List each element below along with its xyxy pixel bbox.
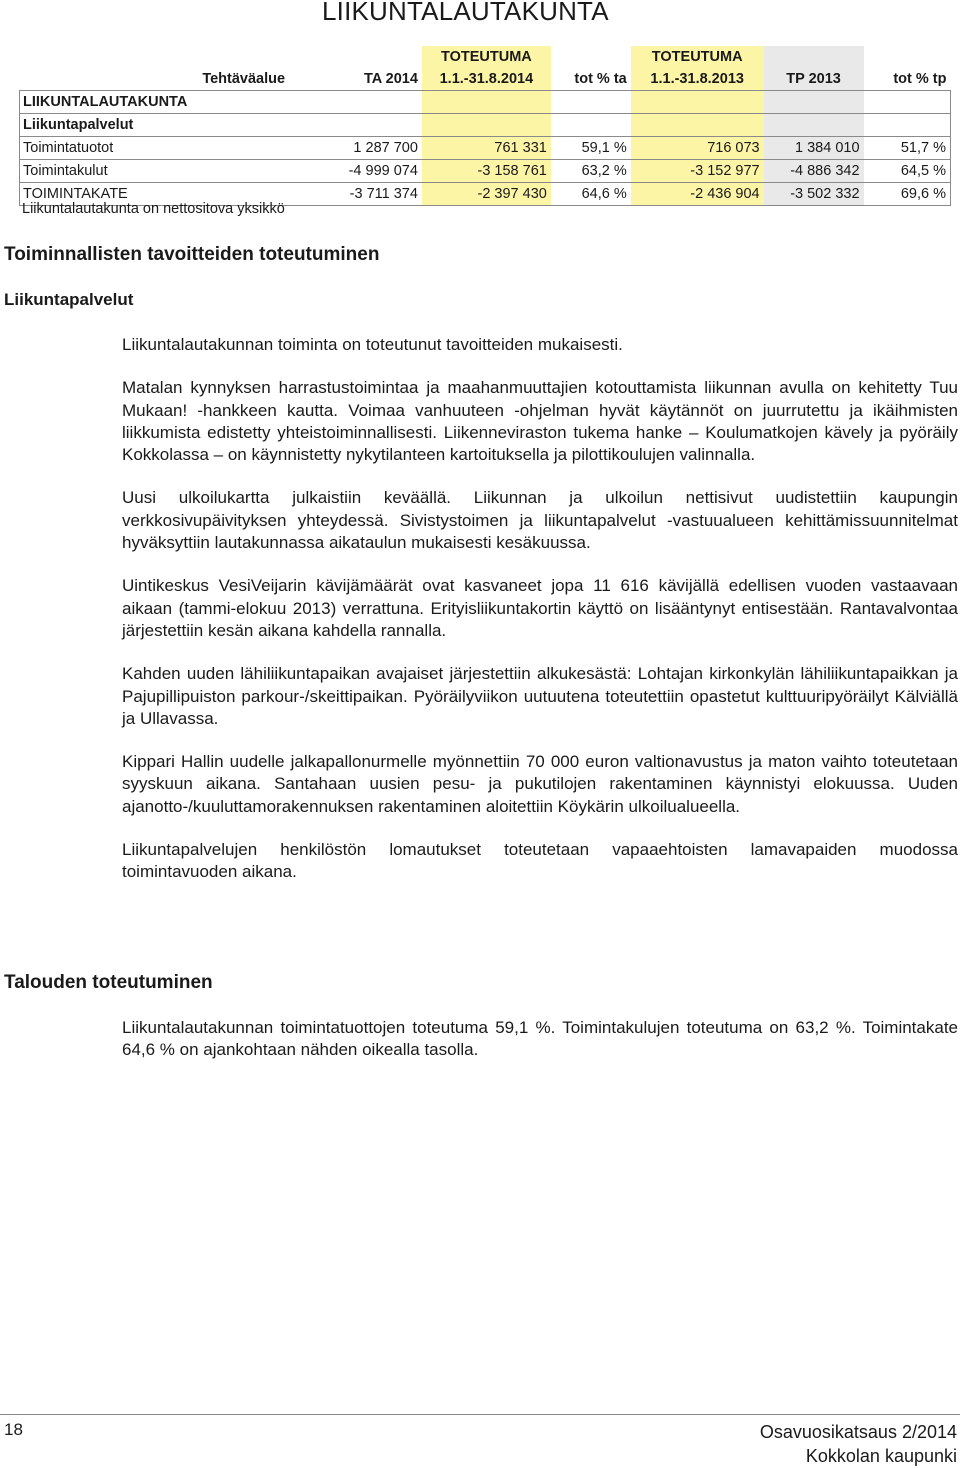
cell-toteutuma-2014: -3 158 761: [422, 160, 551, 183]
cell-toteutuma-2013: -2 436 904: [631, 183, 764, 206]
footer-divider: [0, 1414, 960, 1415]
table-row: [20, 137, 951, 160]
cell-tp-2013: 1 384 010: [764, 137, 864, 160]
paragraph: Liikuntalautakunnan toimintatuottojen toteutuma 59,1 %. Toimintakulujen toteutuma on 63,2 %. Toimintakate 64,6 % on ajankohtaan nähden oikealla tasolla.: [122, 1018, 958, 1060]
table-row: [20, 91, 951, 114]
table-row: [20, 160, 951, 183]
header-tot-tp: tot % tp: [893, 71, 947, 87]
cell-toteutuma-2013: 716 073: [631, 137, 764, 160]
paragraph: Kippari Hallin uudelle jalkapallonurmelle myönnettiin 70 000 euron valtionavustus ja maton vaihto toteutetaan syyskuun aikana. Santahaan uusien pesu- ja pukutilojen rakentaminen käynnistyi elokuussa. Uuden ajanotto-/kuuluttamorakennuksen rakentaminen aloitettiin Köykärin ulkoilualueella.: [122, 752, 958, 816]
paragraph: Uintikeskus VesiVeijarin kävijämäärät ovat kasvaneet jopa 11 616 kävijällä edellisen vuoden vastaavaan aikaan (tammi-elokuu 2013) verrattuna. Erityisliikuntakortin käyttö on lisääntynyt entisestään. Rantavalvontaa järjestettiin kesän aikana kahdella rannalla.: [122, 576, 958, 640]
cell-ta-2014: -3 711 374: [307, 183, 422, 206]
row-name: TOIMINTAKATE: [20, 183, 308, 206]
header-toteutuma-2013-period: 1.1.-31.8.2013: [631, 68, 764, 91]
cell-tot-tp: 51,7 %: [864, 137, 951, 160]
row-name: Toimintatuotot: [20, 137, 308, 160]
cell-tot-ta: 64,6 %: [551, 183, 631, 206]
section-subheading-liikuntapalvelut: Liikuntapalvelut: [4, 290, 134, 309]
table-note: Liikuntalautakunta on nettositova yksikkö: [22, 201, 285, 217]
financial-table: [19, 46, 951, 206]
header-toteutuma-2014-period: 1.1.-31.8.2014: [422, 68, 551, 91]
paragraph: Liikuntalautakunnan toiminta on toteutunut tavoitteiden mukaisesti.: [122, 335, 623, 354]
cell-tot-tp: 64,5 %: [864, 160, 951, 183]
paragraph: Liikuntapalvelujen henkilöstön lomautukset toteutetaan vapaaehtoisten lamavapaiden muodossa toimintavuoden aikana.: [122, 840, 958, 882]
cell-toteutuma-2014: 761 331: [422, 137, 551, 160]
organization-name: Kokkolan kaupunki: [805, 1446, 957, 1466]
cell-toteutuma-2014: -2 397 430: [422, 183, 551, 206]
header-tp-2013: TP 2013: [764, 68, 864, 91]
section-label: LIIKUNTALAUTAKUNTA: [20, 91, 308, 114]
cell-tot-ta: 63,2 %: [551, 160, 631, 183]
cell-ta-2014: 1 287 700: [307, 137, 422, 160]
cell-tp-2013: -3 502 332: [764, 183, 864, 206]
paragraph: Uusi ulkoilukartta julkaistiin keväällä. Liikunnan ja ulkoilun nettisivut uudistettiin kaupungin verkkosivupäivityksen yhteydessä. Sivistystoimen ja liikuntapalvelut -vastuualueen kehittämissuunnitelmat hyväksyttiin lautakunnassa aikataulun mukaisesti kesäkuussa.: [122, 488, 958, 553]
goals-body: [122, 334, 958, 905]
section-heading-goals: Toiminnallisten tavoitteiden toteutuminen: [4, 244, 380, 265]
cell-ta-2014: -4 999 074: [307, 160, 422, 183]
cell-tp-2013: -4 886 342: [764, 160, 864, 183]
subsection-label: Liikuntapalvelut: [20, 114, 308, 137]
page-number: 18: [4, 1420, 23, 1439]
header-ta-2014: TA 2014: [363, 71, 418, 87]
header-tot-ta: tot % ta: [574, 71, 627, 87]
paragraph: Kahden uuden lähiliikuntapaikan avajaiset järjestettiin alkukesästä: Lohtajan kirkonkylän lähiliikuntapaikkan ja Pajupillipuiston parkour-/skeittipaikan. Pyöräilyviikon uutuutena toteutettiin opastetut kulttuuripyöräilyt Kälviällä ja Ullavassa.: [122, 664, 958, 728]
footer-publication: [760, 1420, 957, 1468]
header-toteutuma-2013-top: TOTEUTUMA: [631, 46, 764, 68]
section-heading-economy: Talouden toteutuminen: [4, 972, 213, 993]
economy-body: [122, 1017, 958, 1083]
header-toteutuma-2014-top: TOTEUTUMA: [422, 46, 551, 68]
cell-tot-ta: 59,1 %: [551, 137, 631, 160]
cell-toteutuma-2013: -3 152 977: [631, 160, 764, 183]
header-tehtavaalue: Tehtäväalue: [202, 71, 286, 87]
publication-name: Osavuosikatsaus 2/2014: [759, 1422, 957, 1442]
paragraph: Matalan kynnyksen harrastustoimintaa ja maahanmuuttajien kotouttamista liikunnan avulla on kehitetty Tuu Mukaan! -hankkeen kautta. Voimaa vanhuuteen -ohjelman hyvät käytännöt on juurrutettu ja ikäihmisten liikkumista edistetty yhteistoiminnallisesti. Liikenneviraston tukema hanke – Koulumatkojen kävely ja pyöräily Kokkolassa – on käynnistetty nykytilanteen kartoituksella ja pilottikoulujen valinnalla.: [122, 378, 958, 465]
table-row: [20, 114, 951, 137]
page-title: LIIKUNTALAUTAKUNTA: [322, 0, 609, 26]
cell-tot-tp: 69,6 %: [864, 183, 951, 206]
row-name: Toimintakulut: [20, 160, 308, 183]
